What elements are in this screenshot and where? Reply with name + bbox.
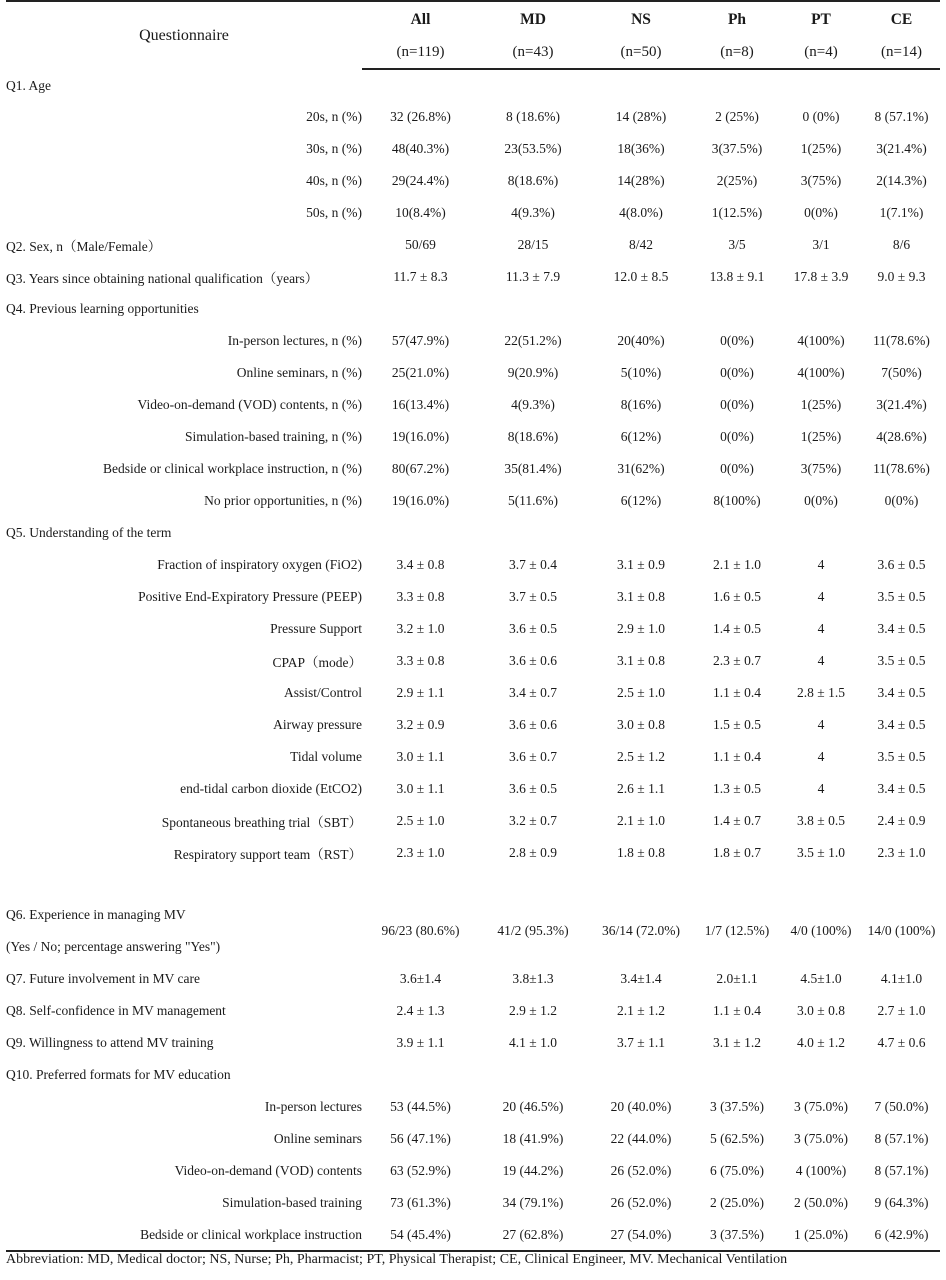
cell-ns: 14(28%) <box>617 173 665 188</box>
cell-ce: 3.6 ± 0.5 <box>877 557 926 572</box>
cell-ce: 3.4 ± 0.5 <box>877 717 926 732</box>
cell-all: 29(24.4%) <box>391 173 450 188</box>
table-row <box>6 261 940 293</box>
row-label: Q9. Willingness to attend MV training <box>6 1035 214 1050</box>
table-row <box>6 899 940 931</box>
table-row <box>6 357 940 389</box>
cell-pt: 4 <box>817 589 825 604</box>
cell-ns: 3.7 ± 1.1 <box>617 1035 665 1050</box>
cell-ns: 2.1 ± 1.0 <box>617 813 665 828</box>
cell-ns: 6(12%) <box>620 493 662 508</box>
cell-ns: 22 (44.0%) <box>610 1131 672 1146</box>
group-name-md: MD <box>479 1 587 37</box>
cell-pt: 4 <box>817 621 825 636</box>
table-row <box>6 995 940 1027</box>
cell-ph: 3/5 <box>728 237 746 252</box>
cell-pt: 4.5±1.0 <box>800 971 842 986</box>
cell-md: 20 (46.5%) <box>502 1099 564 1114</box>
cell-all: 96/23 (80.6%) <box>381 923 460 938</box>
cell-all: 80(67.2%) <box>391 461 450 476</box>
table-row <box>6 613 940 645</box>
cell-md: 3.6 ± 0.6 <box>509 717 557 732</box>
cell-md: 4(9.3%) <box>511 205 555 220</box>
section-row <box>6 517 940 549</box>
cell-all: 3.2 ± 1.0 <box>396 621 445 636</box>
section-row <box>6 69 940 101</box>
cell-all: 53 (44.5%) <box>390 1099 451 1114</box>
cell-ph: 8(100%) <box>713 493 761 508</box>
row-label: CPAP（mode） <box>272 655 362 670</box>
table-row <box>6 645 940 677</box>
cell-md: 9(20.9%) <box>507 365 559 380</box>
cell-md: 8(18.6%) <box>507 173 559 188</box>
cell-ph: 1.5 ± 0.5 <box>713 717 761 732</box>
table-row <box>6 549 940 581</box>
table-row <box>6 1187 940 1219</box>
row-label: Bedside or clinical workplace instruction <box>6 1219 362 1251</box>
cell-md: 27 (62.8%) <box>479 1219 587 1251</box>
cell-ce: 2.3 ± 1.0 <box>877 845 926 860</box>
row-label: Assist/Control <box>283 685 362 700</box>
row-label: Q8. Self-confidence in MV management <box>6 1003 226 1018</box>
cell-ph: 1/7 (12.5%) <box>704 923 770 938</box>
cell-all: 3.9 ± 1.1 <box>396 1035 445 1050</box>
row-label: 20s, n (%) <box>306 109 362 124</box>
cell-ce: 3.5 ± 0.5 <box>877 749 926 764</box>
group-n-ce: (n=14) <box>863 37 940 69</box>
table-row <box>6 229 940 261</box>
cell-ph: 1.8 ± 0.7 <box>713 845 761 860</box>
cell-pt: 4(100%) <box>797 365 845 380</box>
group-name-ns: NS <box>587 1 695 37</box>
row-label: Online seminars <box>273 1131 362 1146</box>
cell-pt: 17.8 ± 3.9 <box>793 269 849 284</box>
table-row <box>6 741 940 773</box>
group-name-pt: PT <box>779 1 863 37</box>
cell-all: 48(40.3%) <box>391 141 450 156</box>
cell-pt: 4 <box>817 717 825 732</box>
cell-ce: 6 (42.9%) <box>863 1219 940 1251</box>
row-label: Q3. Years since obtaining national qualification（years） <box>6 271 319 286</box>
cell-ph: 2 (25%) <box>715 109 759 124</box>
cell-ph: 3 (37.5%) <box>710 1099 764 1114</box>
cell-ns: 3.4±1.4 <box>620 971 662 986</box>
row-label: Simulation-based training <box>222 1195 362 1210</box>
cell-ns: 2.9 ± 1.0 <box>617 621 665 636</box>
cell-ce: 3(21.4%) <box>876 397 927 412</box>
cell-md: 3.6 ± 0.6 <box>509 653 557 668</box>
cell-ce: 8/6 <box>892 237 911 252</box>
cell-all: 3.3 ± 0.8 <box>396 589 445 604</box>
cell-ph: 0(0%) <box>720 365 754 380</box>
cell-ph: 2.1 ± 1.0 <box>713 557 761 572</box>
cell-pt: 3.0 ± 0.8 <box>797 1003 845 1018</box>
cell-md: 3.6 ± 0.7 <box>509 749 557 764</box>
cell-md: 3.7 ± 0.5 <box>509 589 557 604</box>
cell-md: 41/2 (95.3%) <box>497 923 569 938</box>
cell-ph: 0(0%) <box>720 333 754 348</box>
cell-ce: 3.4 ± 0.5 <box>877 685 926 700</box>
row-label: In-person lectures, n (%) <box>227 333 362 348</box>
cell-ph: 1.6 ± 0.5 <box>713 589 761 604</box>
cell-ce: 3.4 ± 0.5 <box>877 781 926 796</box>
cell-ph: 1.3 ± 0.5 <box>713 781 761 796</box>
table-row <box>6 101 940 133</box>
cell-ns: 3.1 ± 0.8 <box>617 653 665 668</box>
row-label: Simulation-based training, n (%) <box>185 429 362 444</box>
table-row <box>6 773 940 805</box>
cell-ns: 26 (52.0%) <box>610 1163 672 1178</box>
cell-all: 63 (52.9%) <box>390 1163 451 1178</box>
cell-md: 3.7 ± 0.4 <box>509 557 557 572</box>
cell-pt: 4 <box>817 781 825 796</box>
cell-ph: 1.1 ± 0.4 <box>713 1003 761 1018</box>
cell-md: 4(9.3%) <box>511 397 555 412</box>
group-n-ns: (n=50) <box>587 37 695 69</box>
cell-pt: 3 (75.0%) <box>794 1131 848 1146</box>
cell-all: 2.4 ± 1.3 <box>396 1003 445 1018</box>
row-label: Positive End-Expiratory Pressure (PEEP) <box>138 589 362 604</box>
cell-ph: 5 (62.5%) <box>710 1131 764 1146</box>
cell-all: 3.3 ± 0.8 <box>396 653 445 668</box>
cell-all: 54 (45.4%) <box>362 1219 479 1251</box>
cell-all: 2.9 ± 1.1 <box>396 685 445 700</box>
cell-ce: 11(78.6%) <box>873 461 930 476</box>
cell-all: 11.7 ± 8.3 <box>393 269 448 284</box>
cell-ce: 9 (64.3%) <box>874 1195 929 1210</box>
cell-ns: 36/14 (72.0%) <box>602 923 680 938</box>
cell-md: 2.8 ± 0.9 <box>509 845 557 860</box>
row-label: Spontaneous breathing trial（SBT） <box>161 815 362 830</box>
cell-all: 19(16.0%) <box>391 493 450 508</box>
cell-ce: 3(21.4%) <box>876 141 927 156</box>
cell-pt: 0(0%) <box>804 493 838 508</box>
cell-ns: 1.8 ± 0.8 <box>617 845 665 860</box>
table-row <box>6 165 940 197</box>
cell-ns: 2.5 ± 1.0 <box>617 685 665 700</box>
row-label: Respiratory support team（RST） <box>173 847 362 862</box>
cell-ce: 11(78.6%) <box>873 333 930 348</box>
cell-md: 4.1 ± 1.0 <box>509 1035 557 1050</box>
cell-ph: 2 (25.0%) <box>710 1195 764 1210</box>
row-label: Online seminars, n (%) <box>236 365 362 380</box>
row-label: Fraction of inspiratory oxygen (FiO2) <box>157 557 362 572</box>
cell-pt: 4 (100%) <box>795 1163 847 1178</box>
cell-ce: 9.0 ± 9.3 <box>877 269 926 284</box>
cell-ns: 20 (40.0%) <box>610 1099 672 1114</box>
cell-md: 23(53.5%) <box>504 141 562 156</box>
cell-ce: 8 (57.1%) <box>874 1131 929 1146</box>
cell-ns: 3.1 ± 0.8 <box>617 589 665 604</box>
cell-ce: 7 (50.0%) <box>874 1099 929 1114</box>
row-label: In-person lectures <box>264 1099 362 1114</box>
cell-pt: 4 <box>817 653 825 668</box>
table-row <box>6 677 940 709</box>
cell-ph: 6 (75.0%) <box>710 1163 764 1178</box>
table-row <box>6 197 940 229</box>
table-row <box>6 1155 940 1187</box>
cell-md: 3.2 ± 0.7 <box>509 813 557 828</box>
row-label: Q2. Sex, n（Male/Female） <box>6 239 162 254</box>
row-label: Airway pressure <box>273 717 362 732</box>
cell-ns: 2.6 ± 1.1 <box>617 781 665 796</box>
cell-ns: 2.1 ± 1.2 <box>617 1003 665 1018</box>
cell-pt: 3 (75.0%) <box>794 1099 848 1114</box>
section-label: Q5. Understanding of the term <box>6 525 172 540</box>
table-row <box>6 581 940 613</box>
cell-all: 57(47.9%) <box>391 333 450 348</box>
cell-ph: 13.8 ± 9.1 <box>709 269 765 284</box>
cell-md: 18 (41.9%) <box>502 1131 564 1146</box>
table-row <box>6 1027 940 1059</box>
cell-ce: 8 (57.1%) <box>874 109 929 124</box>
cell-ce: 3.5 ± 0.5 <box>877 653 926 668</box>
cell-all: 3.2 ± 0.9 <box>396 717 445 732</box>
cell-all: 56 (47.1%) <box>390 1131 451 1146</box>
table-row <box>6 453 940 485</box>
row-label: Tidal volume <box>290 749 362 764</box>
cell-ce: 14/0 (100%) <box>867 923 936 938</box>
cell-all: 25(21.0%) <box>391 365 450 380</box>
cell-pt: 4.0 ± 1.2 <box>797 1035 845 1050</box>
table-body <box>6 69 940 1251</box>
cell-md: 3.6 ± 0.5 <box>509 621 557 636</box>
cell-all: 10(8.4%) <box>395 205 446 220</box>
cell-ph: 1(12.5%) <box>711 205 763 220</box>
table-row <box>6 485 940 517</box>
row-label: Bedside or clinical workplace instruction, n (%) <box>102 461 362 476</box>
cell-ph: 0(0%) <box>720 429 754 444</box>
cell-all: 3.0 ± 1.1 <box>396 749 445 764</box>
table-row <box>6 805 940 837</box>
table-row <box>6 963 940 995</box>
cell-all: 32 (26.8%) <box>390 109 451 124</box>
section-label: Q1. Age <box>6 77 51 93</box>
cell-md: 3.8±1.3 <box>512 971 554 986</box>
cell-ns: 5(10%) <box>620 365 662 380</box>
cell-ns: 12.0 ± 8.5 <box>613 269 669 284</box>
cell-ph: 2(25%) <box>716 173 758 188</box>
section-label: Q4. Previous learning opportunities <box>6 301 199 316</box>
cell-all: 16(13.4%) <box>391 397 450 412</box>
cell-ns: 20(40%) <box>617 333 665 348</box>
spacer-row <box>6 869 940 899</box>
cell-all: 3.4 ± 0.8 <box>396 557 445 572</box>
questionnaire-table <box>6 0 940 1252</box>
cell-all: 2.5 ± 1.0 <box>396 813 445 828</box>
cell-pt: 4/0 (100%) <box>790 923 852 938</box>
group-name-ph: Ph <box>695 1 779 37</box>
cell-ce: 0(0%) <box>884 493 919 508</box>
cell-md: 19 (44.2%) <box>502 1163 564 1178</box>
row-label: Q6. Experience in managing MV <box>6 907 186 922</box>
cell-pt: 3(75%) <box>800 173 842 188</box>
spacer-cell <box>6 869 940 899</box>
cell-pt: 1(25%) <box>800 397 842 412</box>
cell-ce: 2(14.3%) <box>876 173 927 188</box>
cell-ns: 18(36%) <box>617 141 665 156</box>
cell-pt: 3(75%) <box>800 461 842 476</box>
cell-all: 50/69 <box>405 237 436 252</box>
cell-ns: 4(8.0%) <box>619 205 663 220</box>
table-row <box>6 421 940 453</box>
cell-pt: 0(0%) <box>804 205 838 220</box>
cell-ce: 4.1±1.0 <box>880 971 923 986</box>
cell-ns: 14 (28%) <box>615 109 667 124</box>
cell-md: 2.9 ± 1.2 <box>509 1003 557 1018</box>
row-label: 40s, n (%) <box>306 173 362 188</box>
cell-ph: 3 (37.5%) <box>695 1219 779 1251</box>
row-label: Video-on-demand (VOD) contents, n (%) <box>137 397 362 412</box>
cell-all: 73 (61.3%) <box>390 1195 451 1210</box>
cell-md: 5(11.6%) <box>507 493 559 508</box>
table-row <box>6 1091 940 1123</box>
cell-pt: 4(100%) <box>797 333 845 348</box>
table-row <box>6 133 940 165</box>
row-sublabel: (Yes / No; percentage answering "Yes") <box>6 939 221 954</box>
table-row <box>6 1123 940 1155</box>
row-label: Pressure Support <box>270 621 362 636</box>
table-header <box>6 1 940 69</box>
cell-ph: 3(37.5%) <box>711 141 763 156</box>
cell-ce: 2.4 ± 0.9 <box>877 813 926 828</box>
section-row <box>6 1059 940 1091</box>
cell-all: 2.3 ± 1.0 <box>396 845 445 860</box>
table-row <box>6 837 940 869</box>
cell-ph: 0(0%) <box>720 461 754 476</box>
cell-ce: 4.7 ± 0.6 <box>877 1035 926 1050</box>
group-n-all: (n=119) <box>362 37 479 69</box>
cell-ns: 8(16%) <box>620 397 662 412</box>
table-row <box>6 1219 940 1251</box>
cell-ph: 3.1 ± 1.2 <box>713 1035 761 1050</box>
table-row <box>6 389 940 421</box>
cell-ns: 26 (52.0%) <box>610 1195 672 1210</box>
questionnaire-column-header: Questionnaire <box>6 1 362 69</box>
cell-ce: 1(7.1%) <box>879 205 924 220</box>
cell-pt: 1(25%) <box>800 429 842 444</box>
cell-md: 28/15 <box>517 237 549 252</box>
group-n-pt: (n=4) <box>779 37 863 69</box>
cell-md: 11.3 ± 7.9 <box>505 269 561 284</box>
section-row <box>6 293 940 325</box>
cell-ph: 1.4 ± 0.7 <box>713 813 761 828</box>
cell-ce: 2.7 ± 1.0 <box>877 1003 926 1018</box>
cell-pt: 3/1 <box>812 237 830 252</box>
cell-ce: 4(28.6%) <box>876 429 927 444</box>
cell-ce: 3.5 ± 0.5 <box>877 589 926 604</box>
cell-md: 3.4 ± 0.7 <box>509 685 557 700</box>
cell-all: 3.0 ± 1.1 <box>396 781 445 796</box>
cell-ce: 7(50%) <box>881 365 922 380</box>
cell-ns: 2.5 ± 1.2 <box>617 749 665 764</box>
row-label: 30s, n (%) <box>306 141 362 156</box>
cell-all: 19(16.0%) <box>391 429 450 444</box>
abbreviation-footnote: Abbreviation: MD, Medical doctor; NS, Nurse; Ph, Pharmacist; PT, Physical Therapist; CE, Clinical Engineer, MV. Mechanical Ventilation <box>6 1252 788 1267</box>
row-label: end-tidal carbon dioxide (EtCO2) <box>180 781 362 796</box>
cell-ph: 0(0%) <box>720 397 754 412</box>
cell-ns: 6(12%) <box>620 429 662 444</box>
cell-ns: 3.0 ± 0.8 <box>617 717 665 732</box>
cell-pt: 3.5 ± 1.0 <box>797 845 845 860</box>
group-n-md: (n=43) <box>479 37 587 69</box>
cell-pt: 1 (25.0%) <box>779 1219 863 1251</box>
cell-pt: 2 (50.0%) <box>794 1195 848 1210</box>
cell-ns: 3.1 ± 0.9 <box>617 557 665 572</box>
cell-md: 34 (79.1%) <box>502 1195 564 1210</box>
cell-pt: 4 <box>817 557 825 572</box>
questionnaire-table-container <box>6 0 940 1252</box>
cell-pt: 0 (0%) <box>802 109 840 124</box>
row-label: Video-on-demand (VOD) contents <box>174 1163 362 1178</box>
cell-md: 22(51.2%) <box>504 333 562 348</box>
row-label: Q7. Future involvement in MV care <box>6 971 200 986</box>
cell-ph: 1.1 ± 0.4 <box>713 749 761 764</box>
cell-md: 8(18.6%) <box>507 429 559 444</box>
table-row <box>6 325 940 357</box>
cell-ph: 2.3 ± 0.7 <box>713 653 761 668</box>
cell-ph: 1.1 ± 0.4 <box>713 685 761 700</box>
cell-md: 35(81.4%) <box>504 461 562 476</box>
section-label: Q10. Preferred formats for MV education <box>6 1067 231 1082</box>
cell-ce: 8 (57.1%) <box>874 1163 929 1178</box>
group-name-all: All <box>362 1 479 37</box>
cell-ph: 2.0±1.1 <box>716 971 758 986</box>
cell-md: 3.6 ± 0.5 <box>509 781 557 796</box>
cell-ce: 3.4 ± 0.5 <box>877 621 926 636</box>
cell-pt: 3.8 ± 0.5 <box>797 813 845 828</box>
row-label: No prior opportunities, n (%) <box>204 493 362 508</box>
table-row <box>6 709 940 741</box>
cell-ph: 1.4 ± 0.5 <box>713 621 761 636</box>
cell-pt: 4 <box>817 749 825 764</box>
cell-ns: 8/42 <box>628 237 653 252</box>
cell-pt: 2.8 ± 1.5 <box>797 685 845 700</box>
group-n-ph: (n=8) <box>695 37 779 69</box>
cell-ns: 27 (54.0%) <box>587 1219 695 1251</box>
group-name-ce: CE <box>863 1 940 37</box>
cell-md: 8 (18.6%) <box>506 109 560 124</box>
cell-pt: 1(25%) <box>800 141 842 156</box>
cell-ns: 31(62%) <box>617 461 665 476</box>
cell-all: 3.6±1.4 <box>399 971 442 986</box>
row-label: 50s, n (%) <box>306 205 362 220</box>
